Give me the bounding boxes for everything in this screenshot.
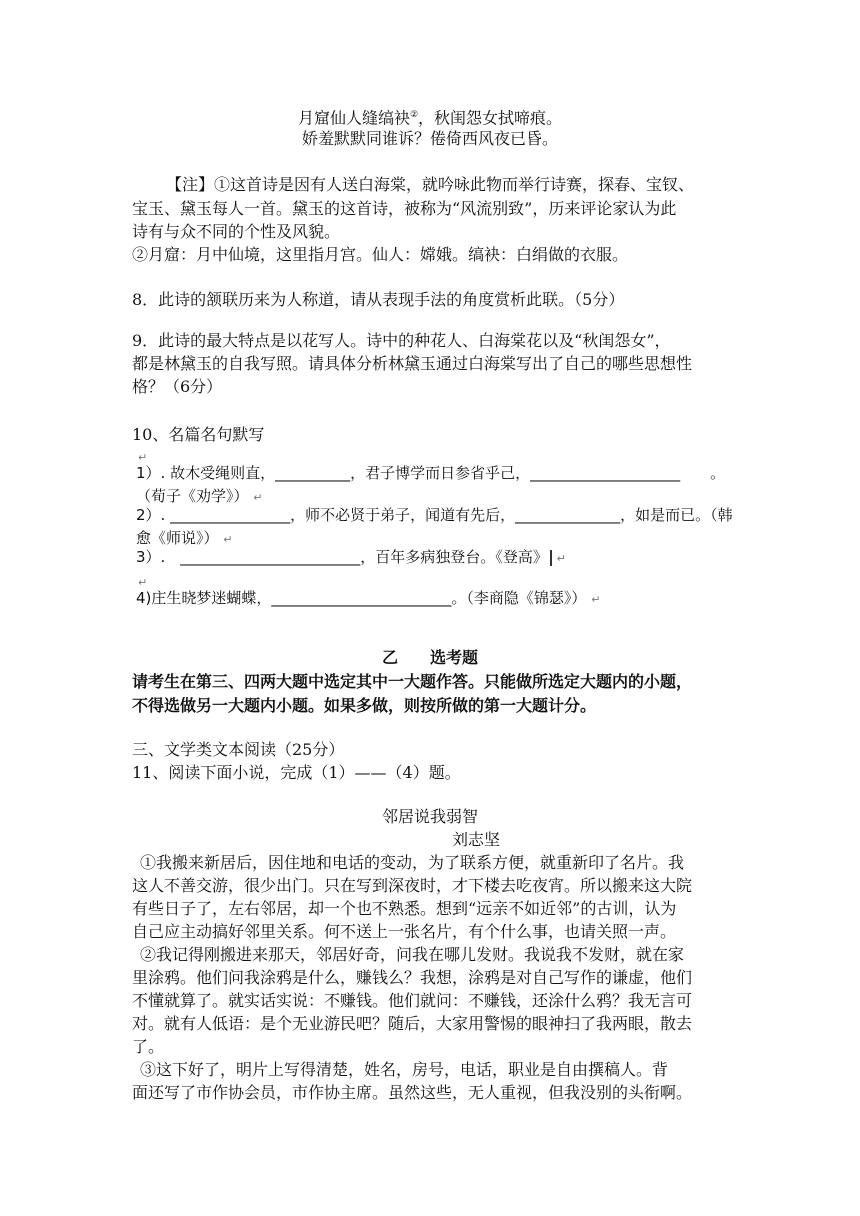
story-p2-line-3: 不懂就算了。就实话实说：不赚钱。他们就问：不赚钱，还涂什么鸦？我无言可	[132, 991, 693, 1010]
paragraph-mark: ↵	[556, 552, 566, 565]
note-line-4: ②月窟：月中仙境，这里指月宫。仙人：嫦娥。缟袂：白绢做的衣服。	[132, 245, 629, 264]
recitation-1-line-1: 1）. 故木受绳则直，__________，君子博学而日参省乎己，____________________ 。	[136, 464, 726, 482]
recitation-2-line-2: 愈《师说》） ↵	[136, 529, 233, 547]
paragraph-mark: ↵	[253, 491, 263, 504]
question-9-line-3: 格？（6分）	[132, 377, 223, 396]
story-p1-line-2: 这人不善交游，很少出门。只在写到深夜时，才下楼去吃夜宵。所以搬来这大院	[132, 876, 693, 895]
note-line-1: 【注】①这首诗是因有人送白海棠，就吟咏此物而举行诗赛，探春、宝钗、	[166, 175, 695, 194]
story-p1-line-4: 自己应主动搞好邻里关系。何不送上一张名片，有个什么事，也请关照一声。	[132, 922, 677, 941]
story-title: 邻居说我弱智	[381, 807, 478, 826]
question-10-title: 10、名篇名句默写	[132, 425, 265, 444]
story-p2-line-2: 里涂鸦。他们问我涂鸦是什么，赚钱么？我想，涂鸦是对自己写作的谦虚，他们	[132, 968, 693, 987]
recitation-1-line-2: （荀子《劝学》） ↵	[136, 487, 263, 505]
story-p2-line-5: 了。	[132, 1037, 165, 1056]
section-yi-instructions-line-1: 请考生在第三、四两大题中选定其中一大题作答。只能做所选定大题内的小题，	[132, 672, 693, 691]
story-p2-line-1: ②我记得刚搬进来那天，邻居好奇，问我在哪儿发财。我说我不发财，就在家	[140, 945, 685, 964]
paragraph-mark: ↵	[591, 593, 601, 606]
text-cursor	[550, 550, 552, 566]
poem-line-2: 娇羞默默同谁诉？倦倚西风夜已昏。	[301, 129, 558, 148]
story-p3-line-2: 面还写了市作协会员，市作协主席。虽然这些，无人重视，但我没别的头衔啊。	[132, 1083, 693, 1102]
question-9-line-1: 9．此诗的最大特点是以花写人。诗中的种花人、白海棠花以及“秋闺怨女”，	[132, 331, 671, 350]
recitation-3: 3）. ________________________，百年多病独登台。《登高》 ↵	[136, 548, 566, 566]
note-line-3: 诗有与众不同的个性及风貌。	[132, 222, 341, 241]
section-3-title: 三、文学类文本阅读（25分）	[132, 740, 345, 759]
paragraph-mark: ↵	[223, 533, 233, 546]
recitation-2-line-1: 2）. ________________，师不必贤于弟子，闻道有先后，______________，如是而已。（韩	[136, 506, 733, 524]
note-line-2: 宝玉、黛玉每人一首。黛玉的这首诗，被称为“风流别致”，历来评论家认为此	[132, 199, 677, 218]
story-p2-line-4: 对。就有人低语：是个无业游民吧？随后，大家用警惕的眼神扫了我两眼，散去	[132, 1014, 693, 1033]
poem-line-1: 月窟仙人缝缟袂②，秋闺怨女拭啼痕。	[297, 108, 563, 128]
question-9-line-2: 都是林黛玉的自我写照。请具体分析林黛玉通过白海棠写出了自己的哪些思想性	[132, 354, 693, 373]
story-p3-line-1: ③这下好了，明片上写得清楚，姓名，房号，电话，职业是自由撰稿人。背	[140, 1060, 669, 1079]
section-yi-title: 乙 选考题	[381, 648, 478, 667]
story-p1-line-3: 有些日子了，左右邻居，却一个也不熟悉。想到“远亲不如近邻”的古训，认为	[132, 899, 677, 918]
story-author: 刘志坚	[452, 830, 501, 849]
recitation-4: 4)庄生晓梦迷蝴蝶，________________________。（李商隐《锦瑟》） ↵	[136, 589, 601, 607]
story-p1-line-1: ①我搬来新居后，因住地和电话的变动，为了联系方便，就重新印了名片。我	[140, 853, 685, 872]
footnote-mark: ②	[409, 110, 419, 120]
paragraph-mark: ↵	[138, 451, 148, 464]
question-8: 8．此诗的颔联历来为人称道，请从表现手法的角度赏析此联。（5分）	[132, 290, 625, 309]
section-yi-instructions-line-2: 不得选做另一大题内小题。如果多做，则按所做的第一大题计分。	[132, 696, 597, 715]
question-11: 11、阅读下面小说，完成（1）——（4）题。	[132, 763, 461, 782]
paragraph-mark: ↵	[138, 576, 148, 589]
